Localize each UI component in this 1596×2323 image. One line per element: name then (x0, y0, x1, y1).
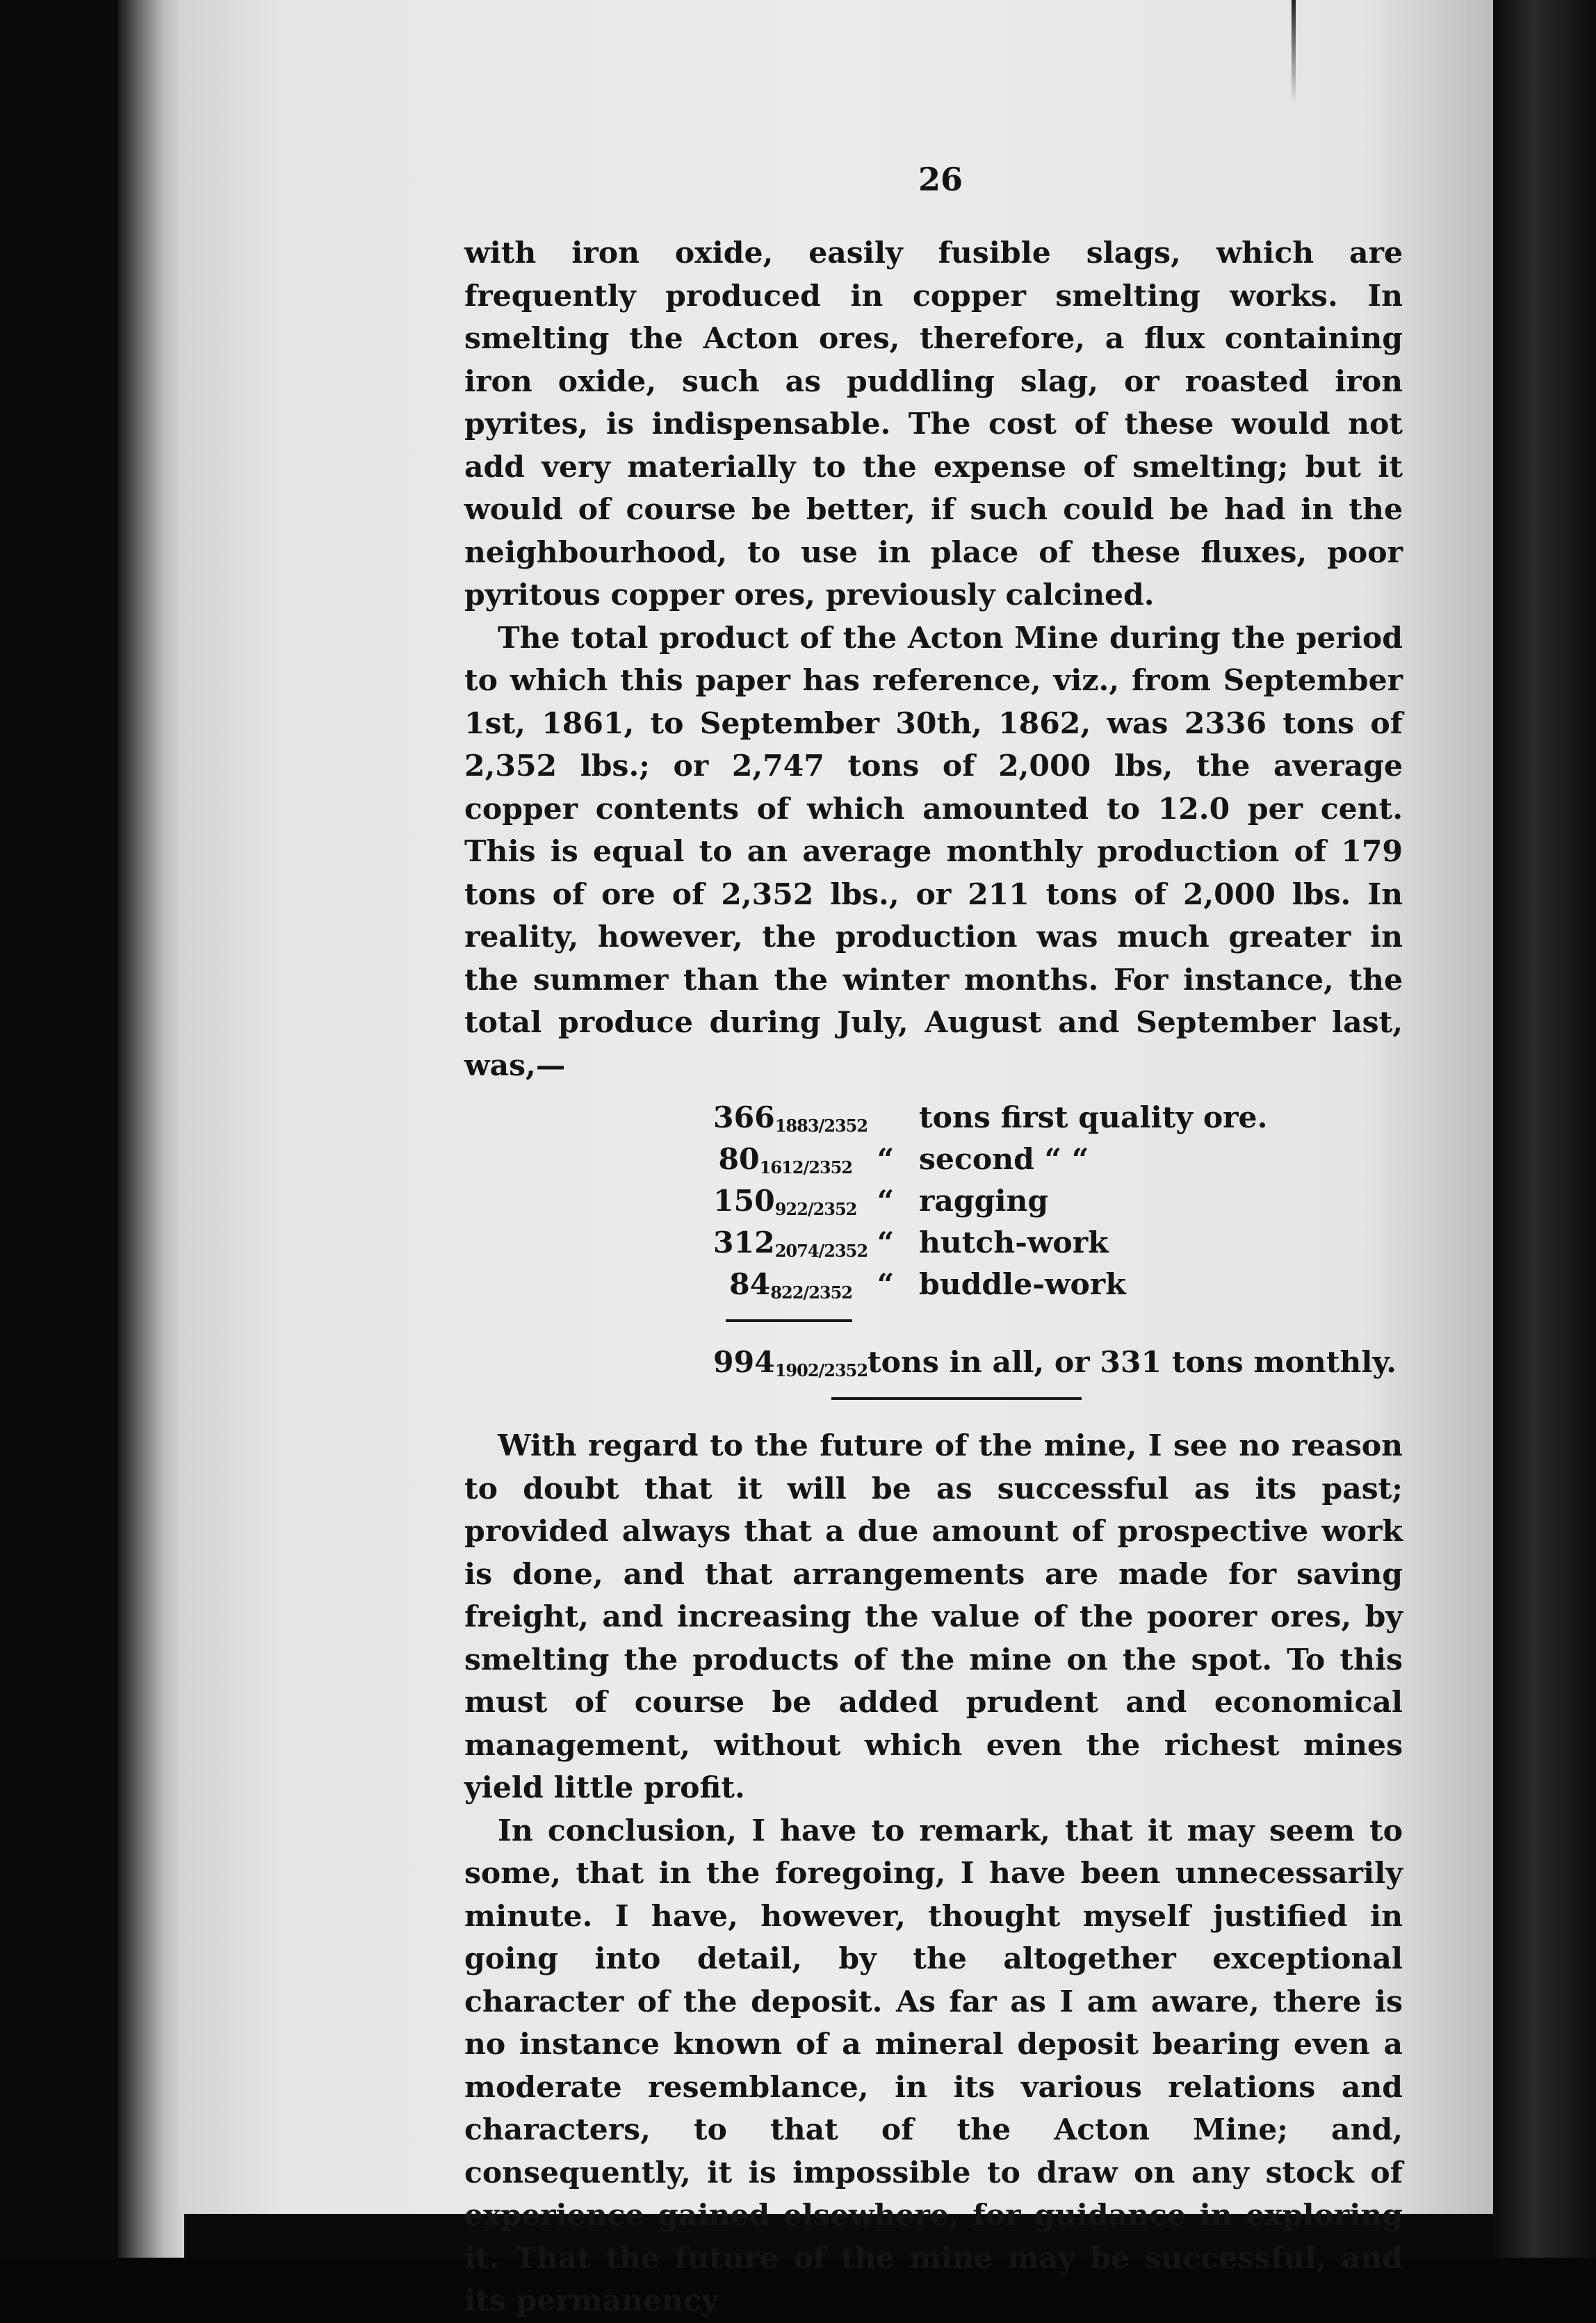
ledger-total-description: tons in all, or 331 tons monthly. (868, 1345, 1397, 1380)
amount-fraction: 1883/2352 (774, 1116, 868, 1136)
ledger-description: buddle-work (919, 1267, 1126, 1302)
ledger-description: second “ “ (919, 1142, 1089, 1177)
paragraph-future-of-mine: With regard to the future of the mine, I see no reason to doubt that it will be as successful as its past; provided always that a due amount of prospective work is done, and that arrangements are made for saving freight, and increasing the value of the poorer ores, by smelting the products of the mine on the spot. To this must of course be added prudent and economical management, without which even the richest mines yield little profit. (464, 1428, 1403, 1805)
amount-whole: 84 (729, 1267, 771, 1302)
binding-edge (118, 0, 184, 2258)
ditto-mark: “ (877, 1267, 895, 1302)
amount-whole: 80 (718, 1142, 760, 1177)
amount-fraction: 1612/2352 (759, 1157, 852, 1177)
amount-fraction: 922/2352 (774, 1199, 857, 1219)
ledger-amount (713, 1264, 852, 1314)
page-number: 26 (918, 161, 963, 198)
paragraph-total-product: The total product of the Acton Mine during the period to which this paper has reference, viz., from September 1st, 1861, to September 30th, 1862, was 2336 tons of 2,352 lbs.; or 2,747 tons of 2,000 lbs, the average copper contents of which amounted to 12.0 per cent. This is equal to an average monthly production of 179 tons of ore of 2,352 lbs., or 211 tons of 2,000 lbs. In reality, however, the production was much greater in the summer than the winter months. For instance, the total produce during July, August and September last, was,— (464, 620, 1403, 1083)
paragraph-smelting-flux: with iron oxide, easily fusible slags, which are frequently produced in copper smelting works. In smelting the Acton ores, therefore, a flux containing iron oxide, such as puddling slag, or roasted iron pyrites, is indispensable. The cost of these would not add very materially to the expense of smelting; but it would of course be better, if such could be had in the neighbourhood, to use in place of these fluxes, poor pyritous copper ores, previously calcined. (464, 236, 1403, 612)
ledger-total-amount (713, 1342, 868, 1392)
ledger-total-row (713, 1342, 1397, 1385)
ledger-description: hutch-work (919, 1225, 1109, 1260)
amount-whole: 366 (713, 1100, 775, 1135)
amount-whole: 312 (713, 1225, 775, 1260)
ditto-mark: “ (877, 1225, 895, 1260)
paragraph-conclusion: In conclusion, I have to remark, that it may seem to some, that in the foregoing, I have been unnecessarily minute. I have, however, thought myself justified in going into detail, by the altogether exceptional character of the deposit. As far as I am aware, there is no instance known of a mineral deposit bearing even a moderate resemblance, in its various relations and characters, to that of the Acton Mine; and, consequently, it is impossible to draw on any stock of experience gained elsewhere, for guidance in exploring it. That the future of the mine may be successful, and its permanency (464, 1813, 1403, 2318)
ledger-row (713, 1264, 1339, 1305)
page-text (464, 158, 1403, 2323)
ledger-row (713, 1139, 1339, 1180)
sum-rule (726, 1319, 852, 1322)
amount-fraction: 2074/2352 (774, 1241, 868, 1261)
facing-page-edge (1493, 0, 1596, 2258)
ledger-row (713, 1180, 1339, 1222)
amount-fraction: 822/2352 (770, 1282, 852, 1303)
ditto-mark: “ (877, 1142, 895, 1177)
section-rule (831, 1397, 1082, 1400)
ledger-row (713, 1222, 1339, 1264)
amount-fraction: 1902/2352 (774, 1360, 868, 1380)
ledger-description: ragging (919, 1184, 1049, 1218)
paper-crease (1292, 0, 1296, 104)
amount-whole: 994 (713, 1345, 775, 1380)
ledger-description: tons first quality ore. (919, 1100, 1268, 1135)
ditto-mark: “ (877, 1184, 895, 1218)
amount-whole: 150 (713, 1184, 775, 1218)
production-ledger (713, 1097, 1397, 1385)
ledger-row (713, 1097, 1339, 1139)
